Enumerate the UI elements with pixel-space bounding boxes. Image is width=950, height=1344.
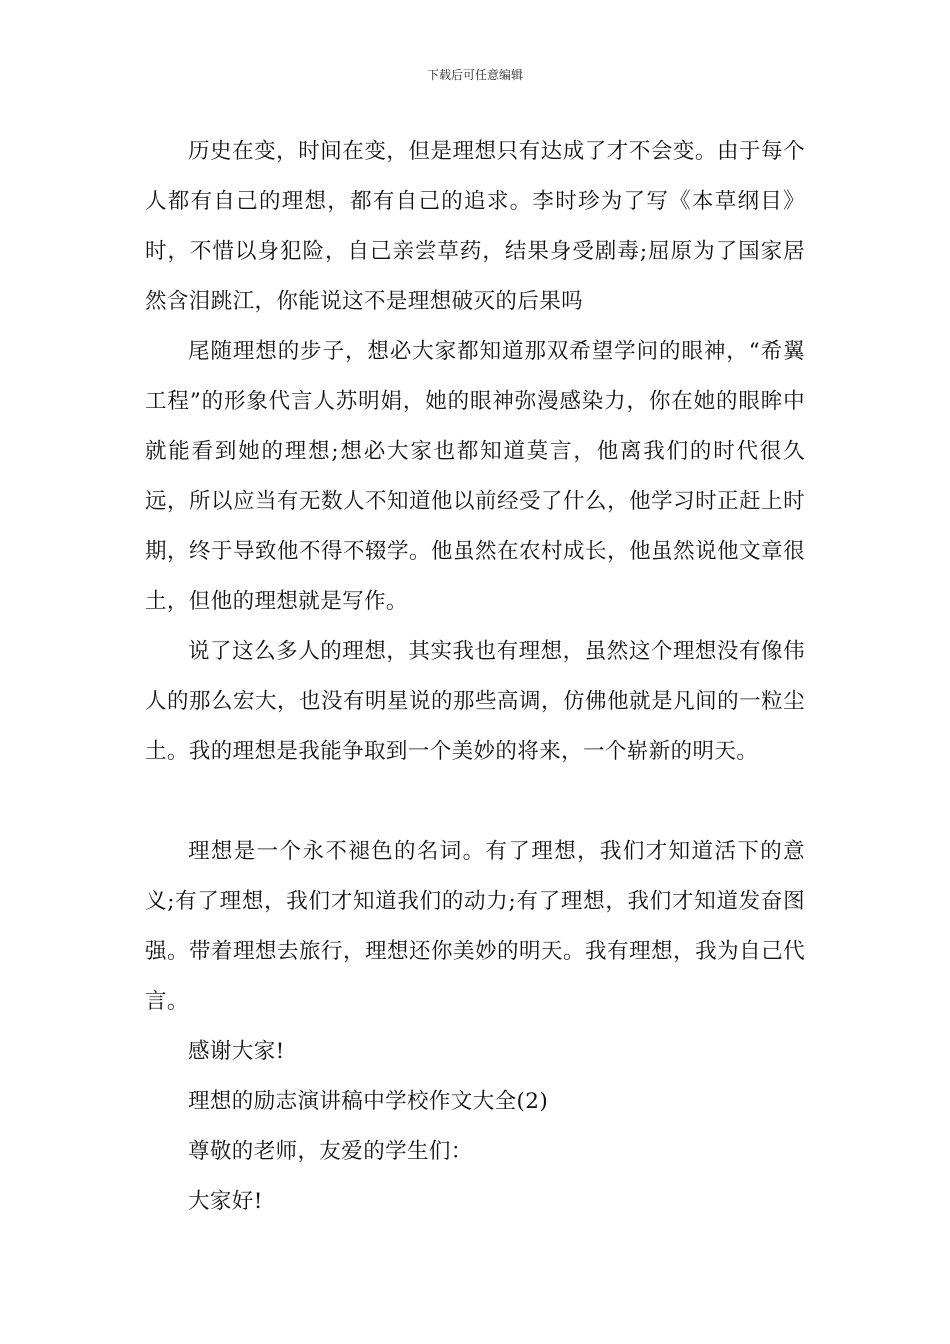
greeting: 大家好! [188, 1189, 263, 1214]
paragraph-my-ideal: 说了这么多人的理想，其实我也有理想，虽然这个理想没有像伟人的那么宏大，也没有明星说的那些高调，仿佛他就是凡间的一粒尘土。我的理想是我能争取到一个美妙的将来，一个崭新的明天。 [145, 639, 805, 764]
page-header: 下载后可任意编辑 [426, 68, 523, 82]
document-body [145, 127, 805, 1227]
paragraph-ideal-definition: 理想是一个永不褪色的名词。有了理想，我们才知道活下的意义;有了理想，我们才知道我们的动力;有了理想，我们才知道发奋图强。带着理想去旅行，理想还你美妙的明天。我有理想，我为自己代言。 [145, 839, 805, 1014]
paragraph-history: 历史在变，时间在变，但是理想只有达成了才不会变。由于每个人都有自己的理想，都有自己的追求。李时珍为了写《本草纲目》时，不惜以身犯险，自己亲尝草药，结果身受剧毒;屈原为了国家居然含泪跳江，你能说这不是理想破灭的后果吗 [145, 139, 805, 314]
section-title: 理想的励志演讲稿中学校作文大全(2) [188, 1089, 549, 1114]
paragraph-gap [145, 777, 805, 827]
salutation: 尊敬的老师，友爱的学生们： [188, 1139, 473, 1164]
paragraph-thanks: 感谢大家! [188, 1039, 285, 1064]
paragraph-following-ideals: 尾随理想的步子，想必大家都知道那双希望学问的眼神，“希翼工程”的形象代言人苏明娟，她的眼神弥漫感染力，你在她的眼眸中就能看到她的理想;想必大家也都知道莫言，他离我们的时代很久远，所以应当有无数人不知道他以前经受了什么，他学习时正赶上时期，终于导致他不得不辍学。他虽然在农村成长，他虽然说他文章很土，但他的理想就是写作。 [145, 339, 805, 614]
